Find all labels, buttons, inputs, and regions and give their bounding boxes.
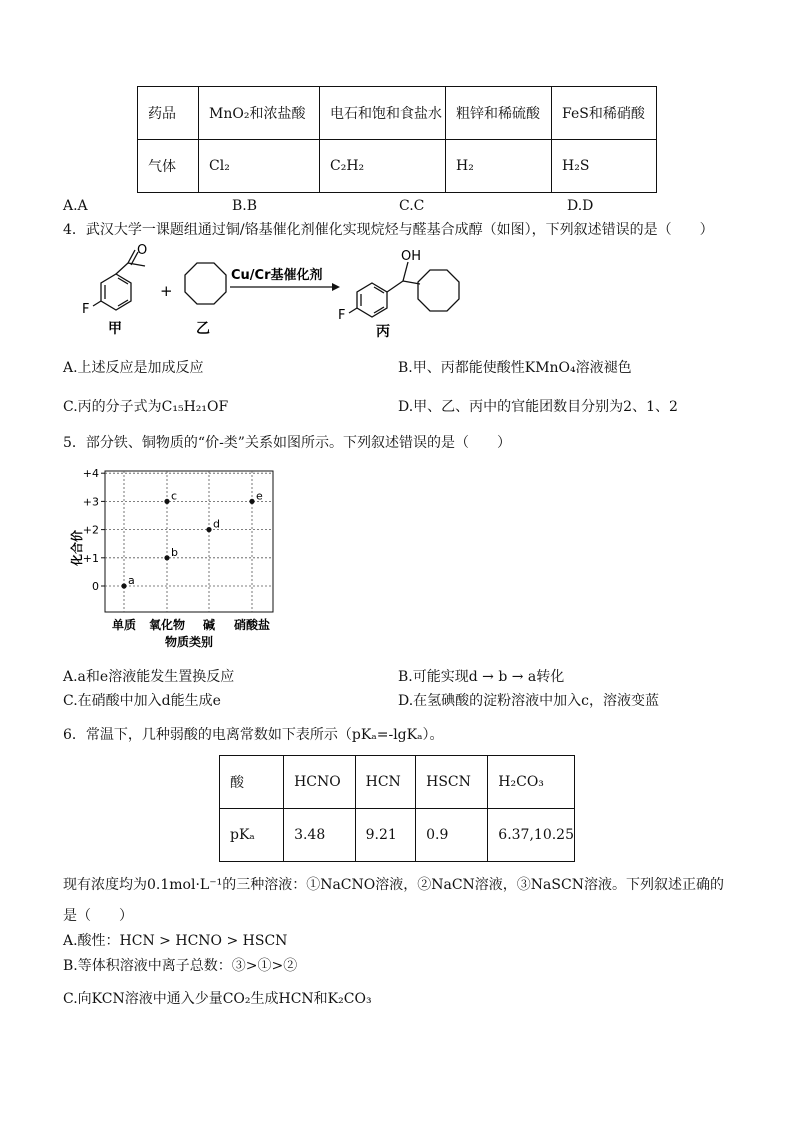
- acid-pka-table: [219, 755, 575, 862]
- catalyst-label: Cu/Cr基催化剂: [231, 268, 323, 283]
- cyclooctane-yi: [185, 263, 226, 304]
- table-row-label: 气体: [138, 140, 199, 193]
- y-tick-label: +4: [82, 467, 99, 481]
- table-header-label: 酸: [220, 756, 284, 809]
- q6-text-2: 是（ ）: [63, 908, 133, 924]
- label-jia: 甲: [108, 321, 122, 337]
- atom-oh-label: OH: [401, 249, 422, 264]
- q4-option-c: C.丙的分子式为C₁₅H₂₁OF: [63, 399, 229, 415]
- chart-frame: [105, 471, 273, 612]
- data-point-e: [249, 499, 254, 504]
- table-header-cell: HCN: [355, 756, 416, 809]
- table-header-cell: HCNO: [284, 756, 356, 809]
- table-cell: 0.9: [416, 809, 488, 862]
- q6-option-b: B.等体积溶液中离子总数：③>①>②: [63, 958, 298, 974]
- data-point-b: [164, 555, 169, 560]
- data-point-label: d: [213, 517, 220, 531]
- q3-option-d: D.D: [567, 198, 594, 214]
- q6-option-a: A.酸性：HCN > HCNO > HSCN: [63, 933, 288, 949]
- q6-text-1: 现有浓度均为0.1mol·L⁻¹的三种溶液：①NaCNO溶液，②NaCN溶液，③NaSCN溶液。下列叙述正确的: [63, 877, 724, 893]
- table-cell: 9.21: [355, 809, 416, 862]
- cyclooctane-bing: [418, 270, 459, 311]
- y-tick-label: +3: [82, 495, 99, 509]
- table-cell: 6.37,10.25: [488, 809, 575, 862]
- y-tick-label: 0: [92, 580, 99, 593]
- x-tick-label: 碱: [202, 618, 216, 632]
- table-header-cell: FeS和稀硝酸: [552, 87, 657, 140]
- table-header-cell: HSCN: [416, 756, 488, 809]
- y-tick-label: +1: [82, 551, 99, 565]
- data-point-label: e: [256, 489, 263, 503]
- table-row-label: pKₐ: [220, 809, 284, 862]
- data-point-label: c: [171, 489, 178, 503]
- x-tick-label: 硝酸盐: [233, 618, 271, 632]
- reagent-gas-table: [137, 86, 657, 193]
- table-cell: H₂: [446, 140, 552, 193]
- y-tick-label: +2: [82, 523, 99, 537]
- table-cell: H₂S: [552, 140, 657, 193]
- label-yi: 乙: [196, 321, 210, 337]
- data-point-label: b: [171, 545, 178, 559]
- atom-f-label: F: [338, 308, 346, 323]
- q3-option-c: C.C: [399, 198, 425, 214]
- q5-option-b: B.可能实现d → b → a转化: [398, 669, 565, 685]
- table-header-cell: 电石和饱和食盐水: [320, 87, 446, 140]
- table-cell: Cl₂: [199, 140, 320, 193]
- plus-sign: +: [160, 282, 173, 300]
- table-cell: 3.48: [284, 809, 356, 862]
- x-axis-label: 物质类别: [164, 635, 214, 649]
- table-header-cell: H₂CO₃: [488, 756, 575, 809]
- atom-f-label: F: [82, 302, 90, 317]
- q4-option-d: D.甲、乙、丙中的官能团数目分别为2、1、2: [398, 399, 678, 415]
- q5-option-a: A.a和e溶液能发生置换反应: [63, 669, 235, 685]
- label-bing: 丙: [376, 324, 390, 340]
- q5-option-c: C.在硝酸中加入d能生成e: [63, 693, 221, 709]
- data-point-d: [206, 527, 211, 532]
- x-tick-label: 氧化物: [148, 618, 186, 632]
- y-axis-label: 化合价: [70, 529, 84, 567]
- valence-class-chart: [70, 462, 290, 654]
- q6-option-c: C.向KCN溶液中通入少量CO₂生成HCN和K₂CO₃: [63, 991, 372, 1007]
- q5-stem: 5．部分铁、铜物质的“价-类”关系如图所示。下列叙述错误的是（ ）: [63, 435, 511, 451]
- table-cell: C₂H₂: [320, 140, 446, 193]
- table-header-label: 药品: [138, 87, 199, 140]
- q4-stem: 4．武汉大学一课题组通过铜/铬基催化剂催化实现烷烃与醛基合成醇（如图），下列叙述错误的是（ ）: [63, 222, 714, 238]
- data-point-label: a: [128, 574, 135, 587]
- table-header-cell: 粗锌和稀硫酸: [446, 87, 552, 140]
- x-tick-label: 单质: [111, 618, 137, 632]
- table-header-cell: MnO₂和浓盐酸: [199, 87, 320, 140]
- q3-option-a: A.A: [63, 198, 88, 214]
- reaction-scheme: [70, 244, 490, 344]
- data-point-a: [121, 583, 126, 588]
- q6-stem: 6．常温下，几种弱酸的电离常数如下表所示（pKₐ=-lgKₐ）。: [63, 727, 444, 743]
- q4-option-a: A.上述反应是加成反应: [63, 360, 204, 376]
- q3-option-b: B.B: [232, 198, 258, 214]
- q4-option-b: B.甲、丙都能使酸性KMnO₄溶液褪色: [398, 360, 632, 376]
- q5-option-d: D.在氢碘酸的淀粉溶液中加入c，溶液变蓝: [398, 693, 660, 709]
- data-point-c: [164, 499, 169, 504]
- atom-o-label: O: [137, 244, 148, 258]
